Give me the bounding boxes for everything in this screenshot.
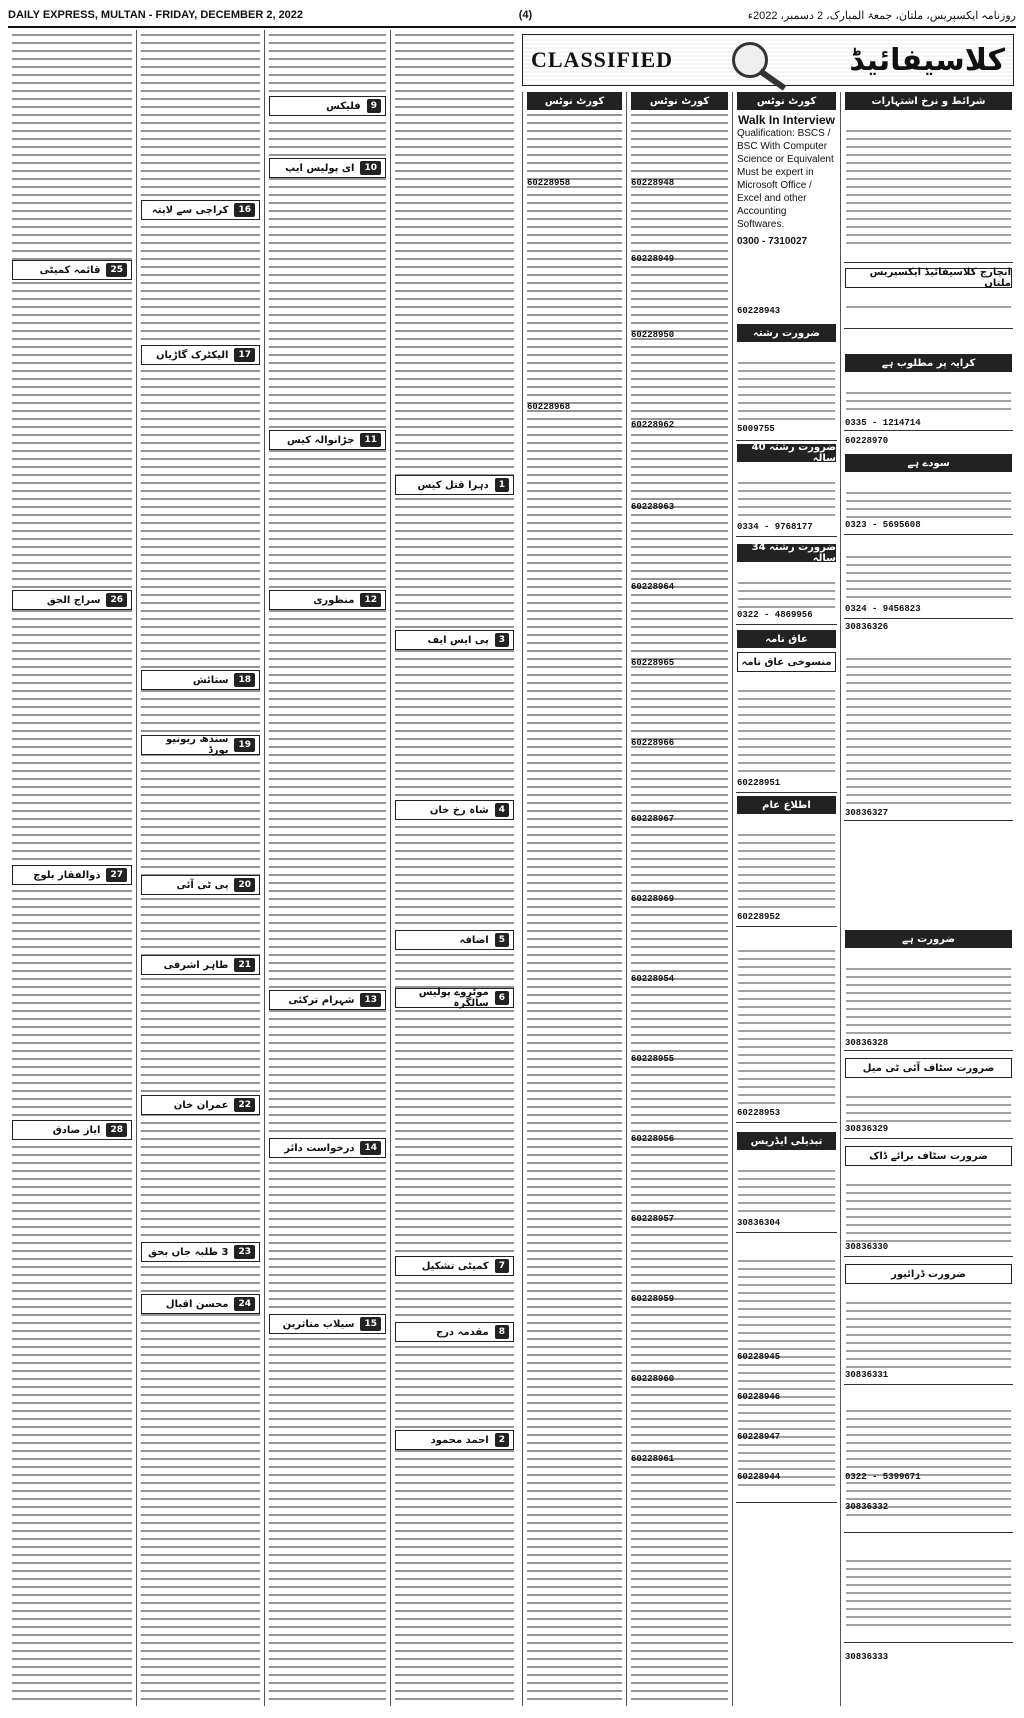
news-heading-6: 6 موٹروے پولیس سالگرہ [395,988,514,1008]
proposal-phone: 0322 - 4869956 [737,610,813,620]
header-right: روزنامہ ایکسپریس، ملتان، جمعۃ المبارک، 2 دسمبر، 2022ء [747,9,1016,22]
ad-rates-block [844,112,1013,263]
disownment-title: عاق نامہ [737,630,836,648]
notice-phone: 60228967 [631,814,675,824]
jobs-phone: 30836328 [845,1038,889,1048]
news-column-2 [136,30,264,1706]
rent-phone: 0335 - 1214714 [845,418,921,428]
address-change-title: تبدیلی ایڈریس [737,1132,836,1150]
staff-title-b: ضرورت سٹاف برائے ڈاک [845,1146,1012,1166]
job-tag: کورٹ نوٹس [737,92,836,110]
news-heading-27: 27 ذوالفقار بلوچ [12,865,132,885]
classified-banner [522,34,1014,86]
notice-phone: 60228953 [737,1108,781,1118]
news-heading-21: 21 طاہر اشرفی [141,955,260,975]
news-heading-2: 2 احمد محمود [395,1430,514,1450]
classified-title-english: CLASSIFIED [531,47,674,72]
staff-title-a: ضرورت سٹاف آئی ٹی میل [845,1058,1012,1078]
news-text [141,34,260,1702]
proposal-phone: 5009755 [737,424,775,434]
notice-phone: 60228960 [631,1374,675,1384]
news-heading-25: 25 قائمہ کمیٹی [12,260,132,280]
sale-title: سودے ہے [845,454,1012,472]
news-heading-10: 10 ای پولیس ایپ [269,158,386,178]
walk-in-phone: 0300 - 7310027 [737,236,808,247]
news-heading-18: 18 ستائش [141,670,260,690]
jobs-phone: 0322 - 5399671 [845,1472,921,1482]
notice-phone: 60228964 [631,582,675,592]
header-left: DAILY EXPRESS, MULTAN - FRIDAY, DECEMBER 2, 2022 [8,9,304,21]
news-heading-22: 22 عمران خان [141,1095,260,1115]
notice-phone: 60228962 [631,420,675,430]
jobs-block [844,1542,1013,1643]
news-heading-11: 11 جڑانوالہ کیس [269,430,386,450]
office-block [844,288,1013,329]
news-heading-3: 3 پی ایس ایف [395,630,514,650]
listing-phone: 30836327 [845,808,889,818]
jobs-phone: 30836332 [845,1502,889,1512]
news-heading-15: 15 سیلاب متاثرین [269,1314,386,1334]
notice-phone: 60228952 [737,912,781,922]
news-heading-20: 20 پی ٹی آئی [141,875,260,895]
news-text [395,34,514,1702]
news-column-1 [8,30,136,1706]
news-heading-23: 23 3 طلبہ جاں بحق [141,1242,260,1262]
news-text [269,34,386,1702]
walk-in-qualification: Qualification: BSCS / BSC With Computer Science or Equivalent Must be expert in Microsoft Office / Excel and other Accounting Softwares. [737,128,834,230]
notice-phone: 60228963 [631,502,675,512]
notice-phone: 60228950 [631,330,675,340]
news-heading-13: 13 شہرام ترکئی [269,990,386,1010]
news-heading-9: 9 فلیکس [269,96,386,116]
notice-phone: 60228951 [737,778,781,788]
news-heading-12: 12 منظوری [269,590,386,610]
public-notice-title: اطلاع عام [737,796,836,814]
listing-block [844,640,1013,821]
news-heading-24: 24 محسن اقبال [141,1294,260,1314]
notice-block [736,1242,837,1503]
proposal-title-40: ضرورت رشتہ 40 سالہ [737,444,836,462]
notice-phone: 60228946 [737,1392,781,1402]
walk-in-ad [737,114,836,248]
jobs-block [844,950,1013,1051]
notice-phone: 60228948 [631,178,675,188]
ad-rates-title: شرائط و نرخ اشتہارات [845,92,1012,110]
office-title: انچارج کلاسیفائیڈ ایکسپریس ملتان [845,268,1012,288]
listing-phone: 30836326 [845,622,889,632]
notice-phone: 60228956 [631,1134,675,1144]
notice-phone: 60228954 [631,974,675,984]
court-notice-tag: کورٹ نوٹس [631,92,728,110]
rent-phone: 60228970 [845,436,889,446]
notice-phone: 60228945 [737,1352,781,1362]
jobs-phone: 30836329 [845,1124,889,1134]
jobs-phone: 30836331 [845,1370,889,1380]
notice-phone: 60228966 [631,738,675,748]
news-heading-14: 14 درخواست دائر [269,1138,386,1158]
news-heading-28: 28 ایاز صادق [12,1120,132,1140]
notice-phone: 60228959 [631,1294,675,1304]
news-column-3 [264,30,390,1706]
cancel-disownment-title: منسوخی عاق نامہ [737,652,836,672]
notice-block [736,932,837,1123]
proposal-title: ضرورت رشتہ [737,324,836,342]
jobs-title: ضرورت ہے [845,930,1012,948]
proposal-phone: 0334 - 9768177 [737,522,813,532]
proposal-title-34: ضرورت رشتہ 34 سالہ [737,544,836,562]
sale-phone: 0323 - 5695608 [845,520,921,530]
walk-in-title: Walk In Interview [738,113,835,127]
news-heading-17: 17 الیکٹرک گاڑیاں [141,345,260,365]
news-column-4 [390,30,518,1706]
notice-phone: 60228944 [737,1472,781,1482]
notice-phone: 60228968 [527,402,571,412]
notice-phone: 30836304 [737,1218,781,1228]
classified-column-c [732,92,840,1706]
notice-block [736,816,837,927]
notice-phone: 60228958 [527,178,571,188]
notice-phone: 60228957 [631,1214,675,1224]
news-heading-8: 8 مقدمہ درج [395,1322,514,1342]
notice-phone: 60228969 [631,894,675,904]
classified-title-urdu: کلاسیفائیڈ [849,42,1005,78]
jobs-phone: 30836330 [845,1242,889,1252]
court-notice-tag: کورٹ نوٹس [527,92,622,110]
notice-phone: 60228965 [631,658,675,668]
classified-column-right [840,92,1016,1706]
news-heading-7: 7 کمیٹی تشکیل [395,1256,514,1276]
notice-phone: 60228947 [737,1432,781,1442]
listing-phone: 0324 - 9456823 [845,604,921,614]
news-heading-1: 1 دہرا قتل کیس [395,475,514,495]
news-heading-26: 26 سراج الحق [12,590,132,610]
staff-title-c: ضرورت ڈرائیور [845,1264,1012,1284]
magnifier-icon [726,40,796,80]
rent-title: کرایہ پر مطلوب ہے [845,354,1012,372]
notice-text [527,114,622,1702]
court-notice-column-b [626,92,732,1706]
notice-phone: 60228949 [631,254,675,264]
notice-phone: 60228955 [631,1054,675,1064]
news-heading-4: 4 شاہ رخ خان [395,800,514,820]
notice-phone: 60228943 [737,306,781,316]
court-notice-column-a [522,92,626,1706]
news-heading-5: 5 اضافہ [395,930,514,950]
news-heading-16: 16 کراچی سے لاپتہ [141,200,260,220]
page-number: (4) [518,9,533,21]
notice-phone: 60228961 [631,1454,675,1464]
news-heading-19: 19 سندھ ریونیو بورڈ [141,735,260,755]
page-header [8,4,1016,28]
jobs-phone: 30836333 [845,1652,889,1662]
notice-block [736,672,837,793]
